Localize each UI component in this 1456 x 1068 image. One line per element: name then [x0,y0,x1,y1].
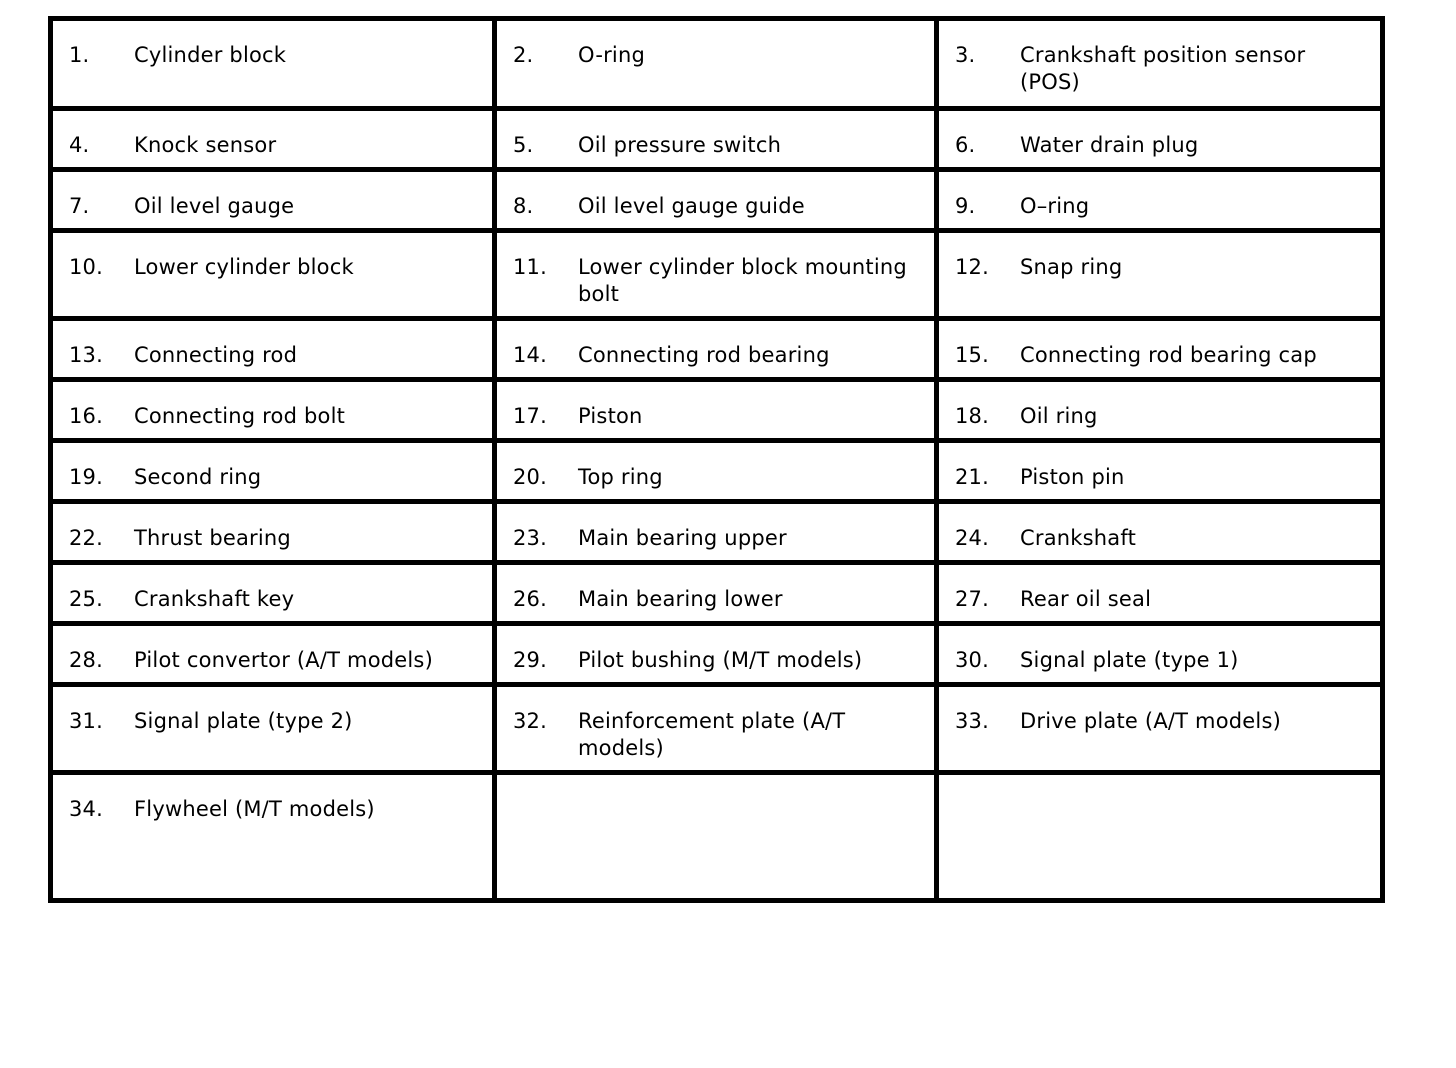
part-label: Oil pressure switch [578,133,782,157]
part-cell [495,563,937,624]
part-number: 29. [513,648,547,672]
part-number: 16. [69,404,103,428]
part-label: Signal plate (type 2) [134,709,353,733]
part-cell [495,231,937,319]
part-number: 9. [955,194,976,218]
part-cell [495,624,937,685]
table-row [51,441,1383,502]
part-label: Reinforcement plate (A/T models) [578,709,846,760]
part-number: 14. [513,343,547,367]
part-number: 17. [513,404,547,428]
part-label: Connecting rod bearing cap [1020,343,1317,367]
part-label: Drive plate (A/T models) [1020,709,1281,733]
part-label: Oil ring [1020,404,1098,428]
part-number: 2. [513,43,534,67]
part-cell [495,502,937,563]
part-number: 30. [955,648,989,672]
part-label: O-ring [578,43,645,67]
part-label: O–ring [1020,194,1090,218]
table-row [51,231,1383,319]
part-label: Rear oil seal [1020,587,1152,611]
part-label: Lower cylinder block mounting bolt [578,255,907,306]
part-number: 5. [513,133,534,157]
part-number: 34. [69,797,103,821]
part-cell [495,685,937,773]
part-cell [495,109,937,170]
part-cell [937,380,1383,441]
table-row [51,502,1383,563]
part-number: 22. [69,526,103,550]
part-number: 33. [955,709,989,733]
part-label: Crankshaft position sensor (POS) [1020,43,1306,94]
part-cell [937,109,1383,170]
part-cell [937,170,1383,231]
part-label: Oil level gauge guide [578,194,805,218]
part-label: Pilot convertor (A/T models) [134,648,433,672]
part-label: Snap ring [1020,255,1123,279]
part-label: Signal plate (type 1) [1020,648,1239,672]
part-number: 11. [513,255,547,279]
part-label: Connecting rod bolt [134,404,346,428]
table-row [51,109,1383,170]
table-row [51,563,1383,624]
part-number: 24. [955,526,989,550]
part-label: Crankshaft [1020,526,1137,550]
part-number: 8. [513,194,534,218]
part-number: 28. [69,648,103,672]
part-cell [495,319,937,380]
part-number: 20. [513,465,547,489]
part-cell [495,19,937,109]
part-cell [937,624,1383,685]
part-number: 10. [69,255,103,279]
part-cell [495,441,937,502]
table-row [51,319,1383,380]
part-label: Flywheel (M/T models) [134,797,375,821]
part-label: Cylinder block [134,43,287,67]
part-number: 27. [955,587,989,611]
part-cell [51,502,495,563]
table-row [51,685,1383,773]
part-cell [937,685,1383,773]
part-number: 6. [955,133,976,157]
empty-cell [495,773,937,901]
part-label: Connecting rod [134,343,298,367]
part-cell [51,319,495,380]
part-number: 15. [955,343,989,367]
part-number: 12. [955,255,989,279]
part-label: Pilot bushing (M/T models) [578,648,863,672]
part-label: Main bearing upper [578,526,787,550]
part-label: Knock sensor [134,133,277,157]
part-cell [937,319,1383,380]
part-label: Lower cylinder block [134,255,354,279]
part-cell [51,563,495,624]
part-label: Crankshaft key [134,587,295,611]
part-label: Thrust bearing [134,526,291,550]
parts-legend-table [48,16,1385,903]
part-number: 13. [69,343,103,367]
empty-cell [937,773,1383,901]
part-label: Oil level gauge [134,194,295,218]
table-row [51,19,1383,109]
part-number: 32. [513,709,547,733]
part-number: 25. [69,587,103,611]
part-cell [937,502,1383,563]
part-cell [495,170,937,231]
part-number: 21. [955,465,989,489]
part-label: Main bearing lower [578,587,783,611]
part-number: 4. [69,133,90,157]
part-cell [937,231,1383,319]
part-number: 18. [955,404,989,428]
table-row [51,624,1383,685]
part-label: Piston [578,404,643,428]
part-number: 7. [69,194,90,218]
part-label: Connecting rod bearing [578,343,830,367]
part-cell [51,170,495,231]
part-cell [51,109,495,170]
table-row [51,380,1383,441]
table-row [51,170,1383,231]
part-label: Piston pin [1020,465,1125,489]
part-number: 23. [513,526,547,550]
part-cell [937,441,1383,502]
part-number: 3. [955,43,976,67]
part-cell [51,380,495,441]
part-number: 1. [69,43,90,67]
part-number: 31. [69,709,103,733]
part-cell [495,380,937,441]
part-label: Second ring [134,465,262,489]
part-cell [51,685,495,773]
part-cell [51,19,495,109]
part-label: Top ring [578,465,663,489]
part-cell [51,231,495,319]
part-label: Water drain plug [1020,133,1199,157]
part-cell [51,773,495,901]
table-row [51,773,1383,901]
part-cell [51,624,495,685]
part-cell [51,441,495,502]
part-number: 19. [69,465,103,489]
part-cell [937,563,1383,624]
part-cell [937,19,1383,109]
part-number: 26. [513,587,547,611]
